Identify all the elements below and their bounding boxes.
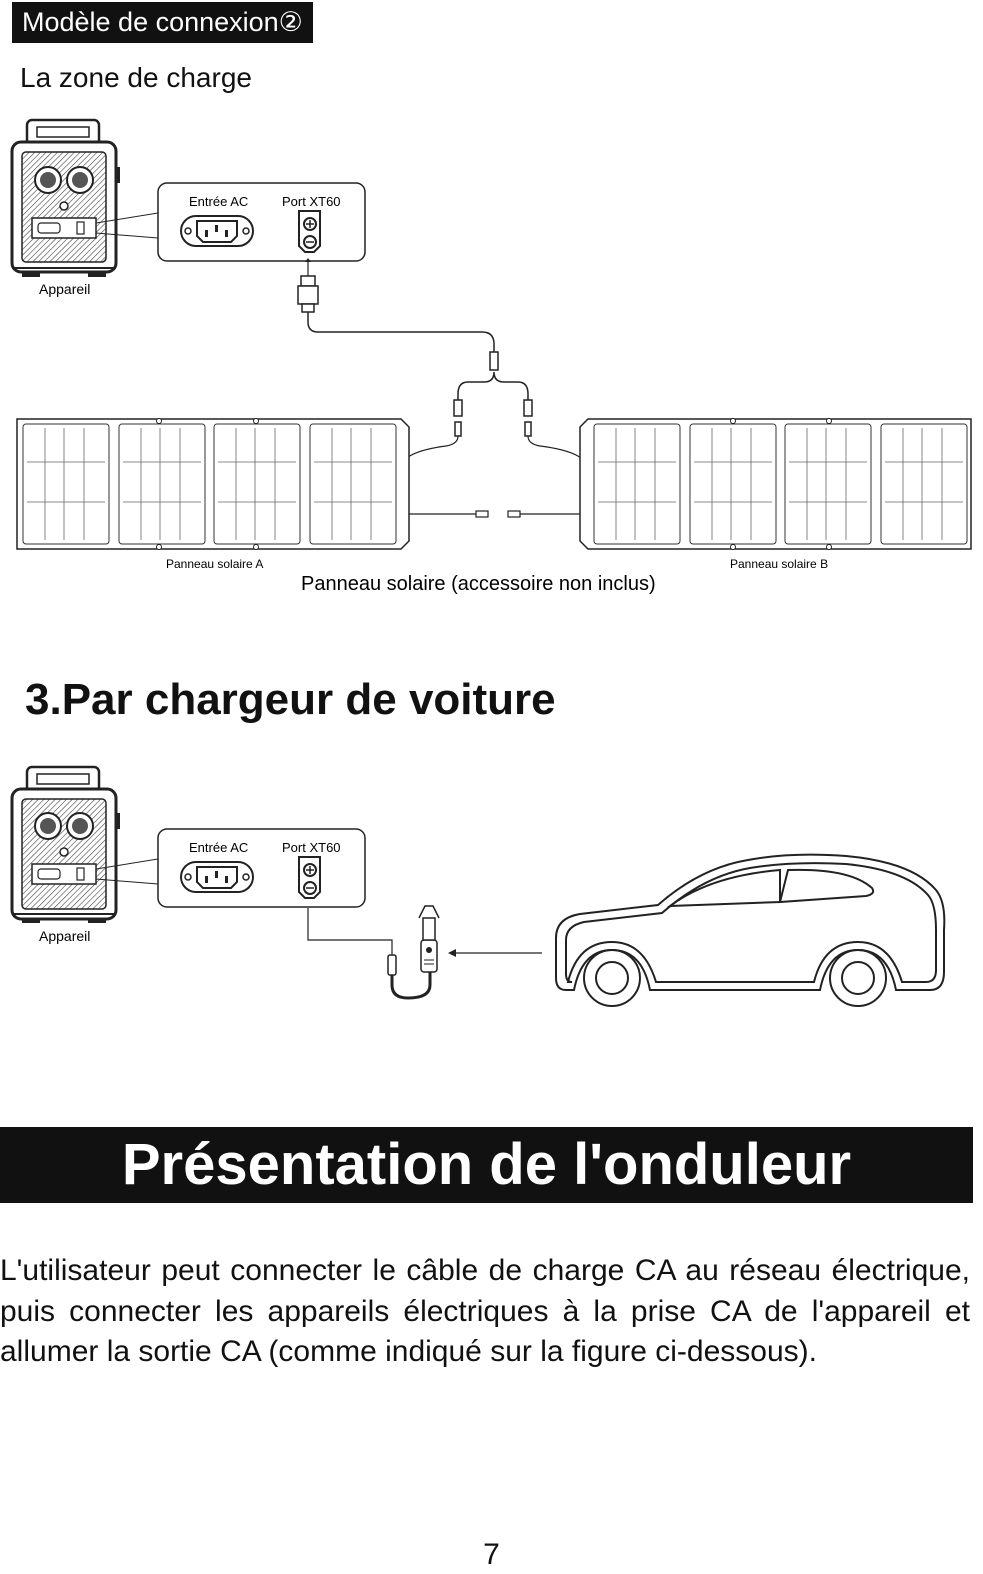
subtitle-charging-zone: La zone de charge [20,62,252,93]
panel-b-label: Panneau solaire B [730,557,829,571]
car-connection-diagram [0,760,983,1020]
solar-caption: Panneau solaire (accessoire non inclus) [301,573,656,595]
solar-panel-icon [580,419,971,550]
solar-connection-diagram [0,100,983,610]
page-number: 7 [483,1538,500,1571]
section-title-car-charger: 3.Par chargeur de voiture [25,675,556,724]
car-icon [556,855,944,1006]
device-label: Appareil [39,928,91,944]
inverter-description: L'utilisateur peut connecter le câble de charge CA au réseau électrique, puis connecter les appareils électriques à la prise CA de l'appareil et allumer la sortie CA (comme indiqué sur la figure ci-dessous). [0,1254,970,1368]
ac-input-label: Entrée AC [189,194,249,209]
xt60-port-label: Port XT60 [282,194,341,209]
power-station-icon [12,767,120,923]
ac-input-label: Entrée AC [189,840,249,855]
power-station-icon [12,120,120,277]
panel-a-label: Panneau solaire A [166,557,264,571]
solar-panel-icon [17,419,409,550]
section-tag: Modèle de connexion② [12,2,313,43]
car-charger-plug-icon [388,906,439,998]
device-label: Appareil [39,281,91,297]
xt60-plug-icon [298,276,318,312]
arrow-left-icon [448,949,542,957]
inverter-banner: Présentation de l'onduleur [0,1127,973,1203]
xt60-port-label: Port XT60 [282,840,341,855]
